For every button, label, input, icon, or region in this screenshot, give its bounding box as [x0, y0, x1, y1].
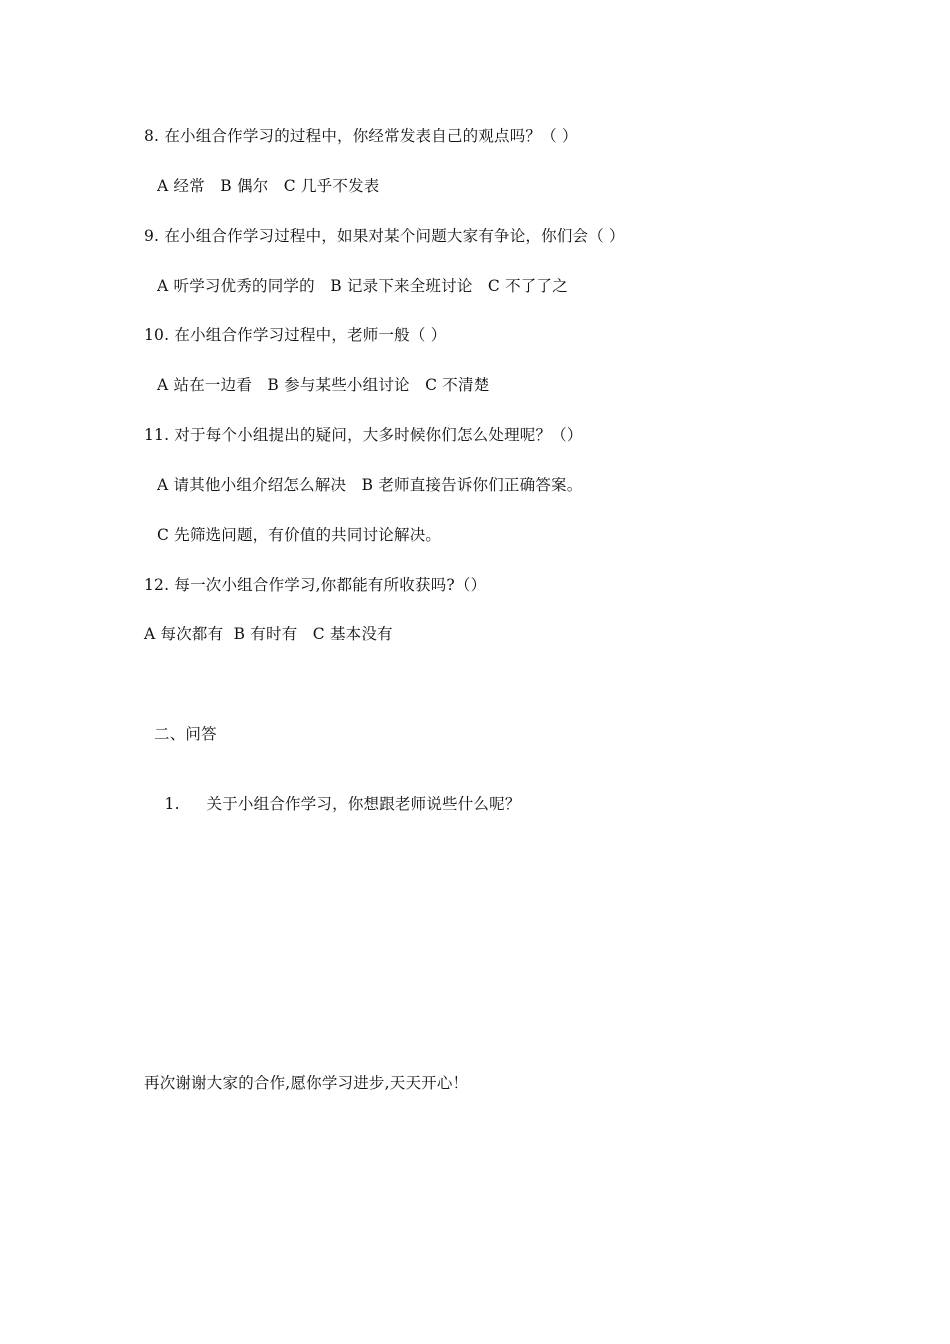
question-9: 9. 在小组合作学习过程中，如果对某个问题大家有争论，你们会（ ） [144, 227, 625, 245]
question-9-options: A 听学习优秀的同学的 B 记录下来全班讨论 C 不了了之 [157, 277, 568, 295]
question-10: 10. 在小组合作学习过程中，老师一般（ ） [144, 326, 447, 344]
essay-question-text: 关于小组合作学习，你想跟老师说些什么呢？ [206, 795, 521, 813]
question-12-options: A 每次都有 B 有时有 C 基本没有 [144, 625, 393, 643]
essay-question-1 [144, 774, 521, 834]
essay-question-number: 1. [164, 795, 180, 813]
question-8-options: A 经常 B 偶尔 C 几乎不发表 [157, 177, 380, 195]
question-10-options: A 站在一边看 B 参与某些小组讨论 C 不清楚 [157, 376, 490, 394]
question-8: 8. 在小组合作学习的过程中，你经常发表自己的观点吗？（ ） [144, 127, 578, 145]
section-2-heading: 二、问答 [154, 725, 217, 743]
question-11: 11. 对于每个小组提出的疑问，大多时候你们怎么处理呢？（） [144, 426, 583, 444]
question-12: 12. 每一次小组合作学习,你都能有所收获吗?（） [144, 576, 487, 594]
question-11-options-line-2: C 先筛选问题，有价值的共同讨论解决。 [157, 526, 442, 544]
closing-message: 再次谢谢大家的合作,愿你学习进步,天天开心！ [144, 1074, 469, 1092]
question-11-options-line-1: A 请其他小组介绍怎么解决 B 老师直接告诉你们正确答案。 [157, 476, 583, 494]
